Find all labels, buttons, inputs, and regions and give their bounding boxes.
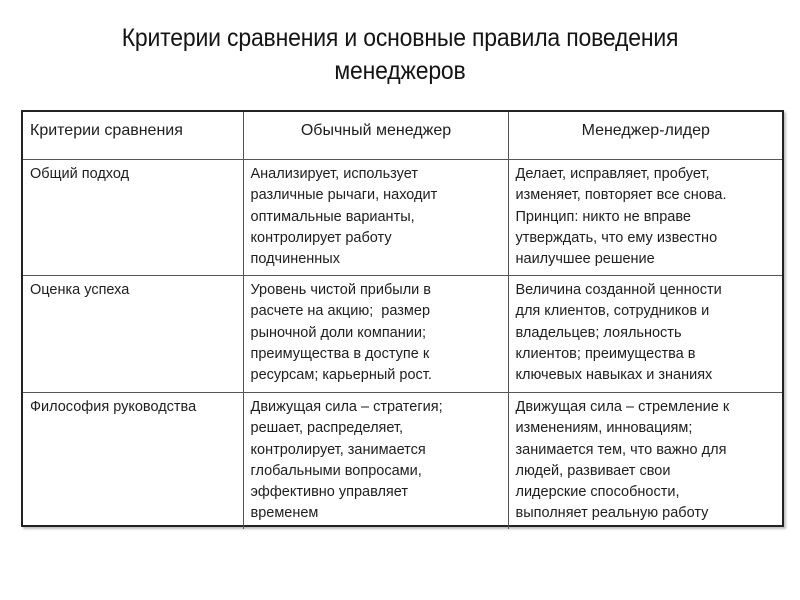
cell-line: лидерские способности, [515, 484, 680, 501]
cell-line: расчете на акцию; размер [250, 303, 431, 320]
table-row [23, 276, 782, 393]
cell-line: рыночной доли компании; [250, 324, 426, 341]
leader-manager-cell [508, 393, 782, 530]
criterion-cell: Философия руководства [23, 393, 243, 530]
slide-title-line-2: менеджеров [334, 57, 466, 85]
regular-manager-cell [243, 160, 508, 276]
cell-line: глобальными вопросами, [250, 462, 422, 479]
criterion-cell: Общий подход [23, 160, 243, 276]
cell-line: временем [250, 505, 319, 522]
header-leader-manager: Менеджер-лидер [508, 112, 782, 160]
cell-line: Анализирует, использует [250, 166, 418, 182]
table-row [23, 393, 782, 530]
cell-line: подчиненных [250, 251, 340, 268]
cell-line: изменяет, повторяет все снова. [515, 187, 727, 204]
cell-line: Уровень чистой прибыли в [250, 282, 431, 298]
cell-line: выполняет реальную работу [515, 505, 709, 522]
cell-line: владельцев; лояльность [515, 324, 682, 341]
slide-title [32, 22, 768, 88]
cell-line: для клиентов, сотрудников и [515, 303, 710, 320]
cell-line: ключевых навыках и знаниях [515, 367, 713, 384]
cell-line: ресурсам; карьерный рост. [250, 367, 432, 384]
cell-line: занимается тем, что важно для [515, 441, 727, 458]
criterion-cell: Оценка успеха [23, 276, 243, 393]
cell-line: Движущая сила – стремление к [515, 399, 730, 415]
cell-line: контролирует работу [250, 229, 392, 246]
regular-manager-cell [243, 393, 508, 530]
cell-line: преимущества в доступе к [250, 345, 430, 362]
cell-line: Делает, исправляет, пробует, [515, 166, 710, 182]
table-header-row [23, 112, 782, 160]
comparison-table-container [21, 110, 784, 527]
leader-manager-cell [508, 160, 782, 276]
cell-line: людей, развивает свои [515, 462, 671, 479]
cell-line: различные рычаги, находит [250, 187, 438, 204]
cell-line: эффективно управляет [250, 484, 409, 501]
comparison-table [23, 112, 782, 529]
cell-line: утверждать, что ему известно [515, 229, 718, 246]
cell-line: Движущая сила – стратегия; [250, 399, 443, 415]
cell-line: контролирует, занимается [250, 441, 426, 458]
slide-title-line-1: Критерии сравнения и основные правила поведения [121, 24, 679, 52]
header-regular-manager: Обычный менеджер [243, 112, 508, 160]
cell-line: Принцип: никто не вправе [515, 208, 691, 225]
table-row [23, 160, 782, 276]
cell-line: клиентов; преимущества в [515, 345, 696, 362]
cell-line: наилучшее решение [515, 251, 655, 268]
regular-manager-cell [243, 276, 508, 393]
cell-line: решает, распределяет, [250, 420, 404, 437]
cell-line: Величина созданной ценности [515, 282, 722, 298]
header-criteria: Критерии сравнения [23, 112, 243, 160]
leader-manager-cell [508, 276, 782, 393]
cell-line: изменениям, инновациям; [515, 420, 693, 437]
cell-line: оптимальные варианты, [250, 208, 415, 225]
